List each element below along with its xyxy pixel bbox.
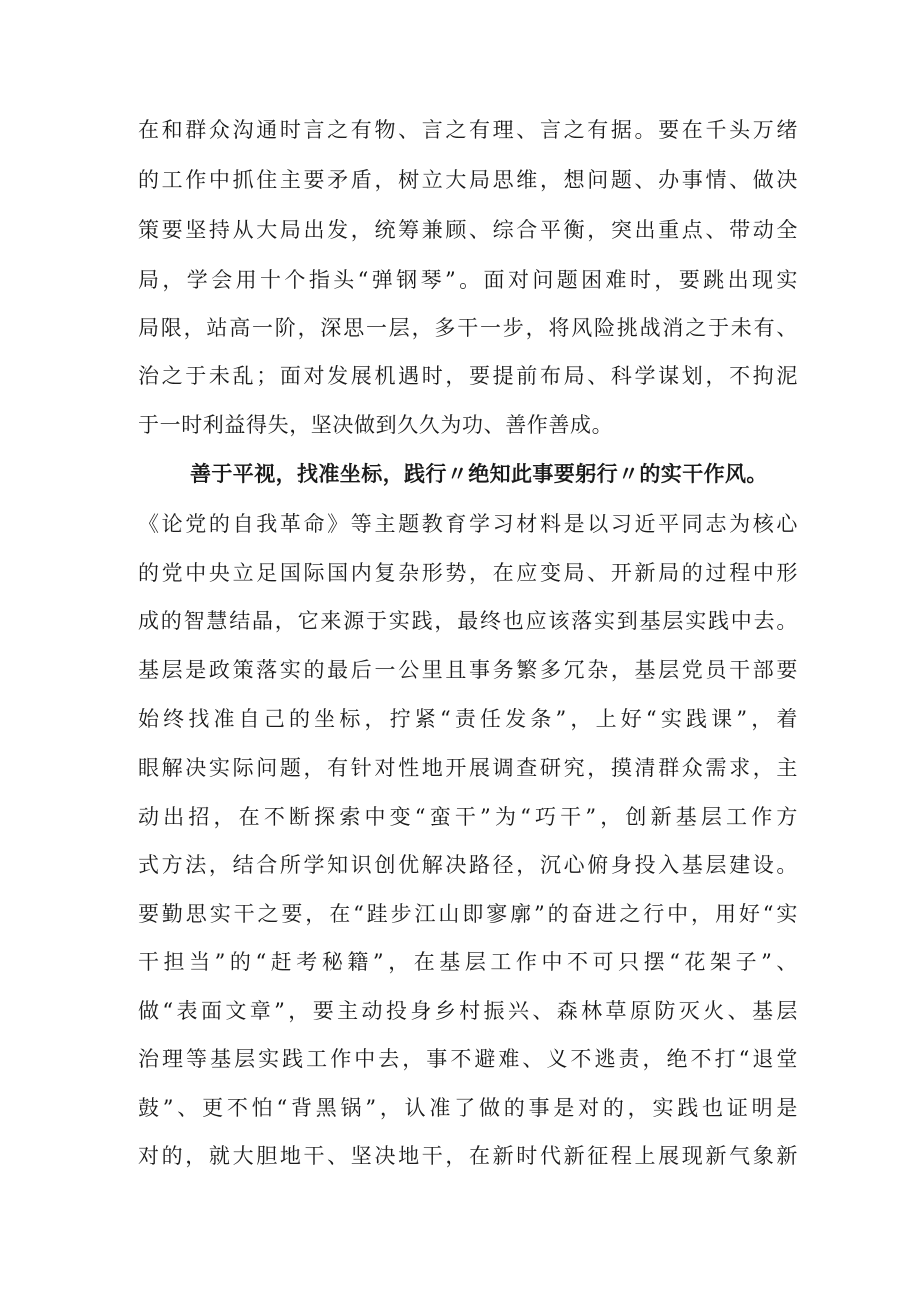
paragraph-2-line-2: 的党中央立足国际国内复杂形势，在应变局、开新局的过程中形 bbox=[138, 561, 798, 585]
paragraph-2-line-6: 眼解决实际问题，有针对性地开展调查研究，摸清群众需求，主 bbox=[138, 756, 798, 780]
paragraph-1-line-3: 策要坚持从大局出发，统筹兼顾、综合平衡，突出重点、带动全 bbox=[138, 218, 798, 242]
paragraph-1-line-1: 在和群众沟通时言之有物、言之有理、言之有据。要在千头万绪 bbox=[138, 118, 798, 142]
paragraph-1-line-5: 局限，站高一阶，深思一层，多干一步，将风险挑战消之于未有、 bbox=[138, 316, 798, 340]
paragraph-2-line-8: 式方法，结合所学知识创优解决路径，沉心俯身投入基层建设。 bbox=[138, 853, 798, 877]
paragraph-2-line-14: 对的，就大胆地干、坚决地干，在新时代新征程上展现新气象新 bbox=[138, 1144, 798, 1168]
paragraph-1-line-6: 治之于未乱；面对发展机遇时，要提前布局、科学谋划，不拘泥 bbox=[138, 364, 798, 388]
paragraph-2-line-5: 始终找准自己的坐标，拧紧“责任发条”，上好“实践课”，着 bbox=[138, 707, 798, 731]
paragraph-2-line-3: 成的智慧结晶，它来源于实践，最终也应该落实到基层实践中去。 bbox=[138, 609, 798, 633]
section-heading: 善于平视，找准坐标，践行〃绝知此事要躬行〃的实干作风。 bbox=[190, 461, 768, 486]
paragraph-2-line-11: 做“表面文章”，要主动投身乡村振兴、森林草原防灭火、基层 bbox=[138, 999, 798, 1023]
paragraph-2-line-9: 要勤思实干之要，在“跬步江山即寥廓”的奋进之行中，用好“实 bbox=[138, 902, 798, 926]
paragraph-2-line-13: 鼓”、更不怕“背黑锅”，认准了做的事是对的，实践也证明是 bbox=[138, 1096, 798, 1120]
paragraph-1-line-7: 于一时利益得失，坚决做到久久为功、善作善成。 bbox=[138, 413, 614, 437]
paragraph-1-line-4: 局，学会用十个指头“弹钢琴”。面对问题困难时，要跳出现实 bbox=[138, 268, 798, 292]
paragraph-2-line-12: 治理等基层实践工作中去，事不避难、义不逃责，绝不打“退堂 bbox=[138, 1047, 798, 1071]
paragraph-1-line-2: 的工作中抓住主要矛盾，树立大局思维，想问题、办事情、做决 bbox=[138, 168, 798, 192]
paragraph-2-line-4: 基层是政策落实的最后一公里且事务繁多冗杂，基层党员干部要 bbox=[138, 658, 798, 682]
paragraph-2-line-10: 干担当”的“赶考秘籍”，在基层工作中不可只摆“花架子”、 bbox=[138, 950, 798, 974]
paragraph-2-line-1: 《论党的自我革命》等主题教育学习材料是以习近平同志为核心 bbox=[138, 512, 798, 536]
paragraph-2-line-7: 动出招，在不断探索中变“蛮干”为“巧干”，创新基层工作方 bbox=[138, 805, 798, 829]
